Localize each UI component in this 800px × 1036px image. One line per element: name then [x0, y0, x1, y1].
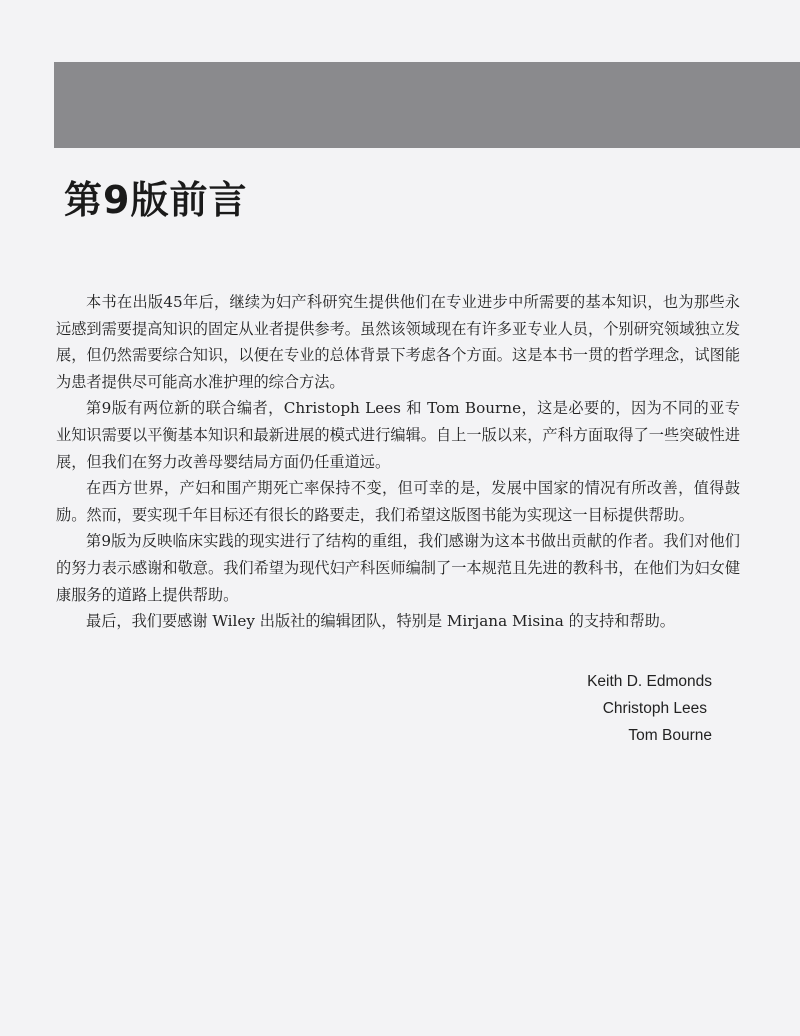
signature-editor-3: Tom Bourne	[628, 727, 712, 744]
preface-body	[56, 289, 740, 635]
signature-block	[587, 668, 712, 749]
paragraph-2: 第9版有两位新的联合编者，Christoph Lees 和 Tom Bourne，这是必要的，因为不同的亚专业知识需要以平衡基本知识和最新进展的模式进行编辑。自上一版以来，产科方面取得了一些突破性进展，但我们在努力改善母婴结局方面仍任重道远。	[56, 399, 740, 471]
paragraph-1: 本书在出版45年后，继续为妇产科研究生提供他们在专业进步中所需要的基本知识，也为那些永远感到需要提高知识的固定从业者提供参考。虽然该领域现在有许多亚专业人员，个别研究领域独立发展，但仍然需要综合知识，以便在专业的总体背景下考虑各个方面。这是本书一贯的哲学理念，试图能为患者提供尽可能高水准护理的综合方法。	[56, 293, 740, 391]
signature-editor-1: Keith D. Edmonds	[587, 673, 712, 690]
signature-editor-2: Christoph Lees	[602, 700, 707, 717]
paragraph-5: 最后，我们要感谢 Wiley 出版社的编辑团队，特别是 Mirjana Misina 的支持和帮助。	[86, 612, 675, 631]
paragraph-4: 第9版为反映临床实践的现实进行了结构的重组，我们感谢为这本书做出贡献的作者。我们对他们的努力表示感谢和敬意。我们希望为现代妇产科医师编制了一本规范且先进的教科书，在他们为妇女健康服务的道路上提供帮助。	[56, 532, 740, 604]
page-title: 第9版前言	[64, 178, 248, 222]
paragraph-3: 在西方世界，产妇和围产期死亡率保持不变，但可幸的是，发展中国家的情况有所改善，值得鼓励。然而，要实现千年目标还有很长的路要走，我们希望这版图书能为实现这一目标提供帮助。	[56, 479, 740, 524]
header-band	[54, 62, 800, 148]
